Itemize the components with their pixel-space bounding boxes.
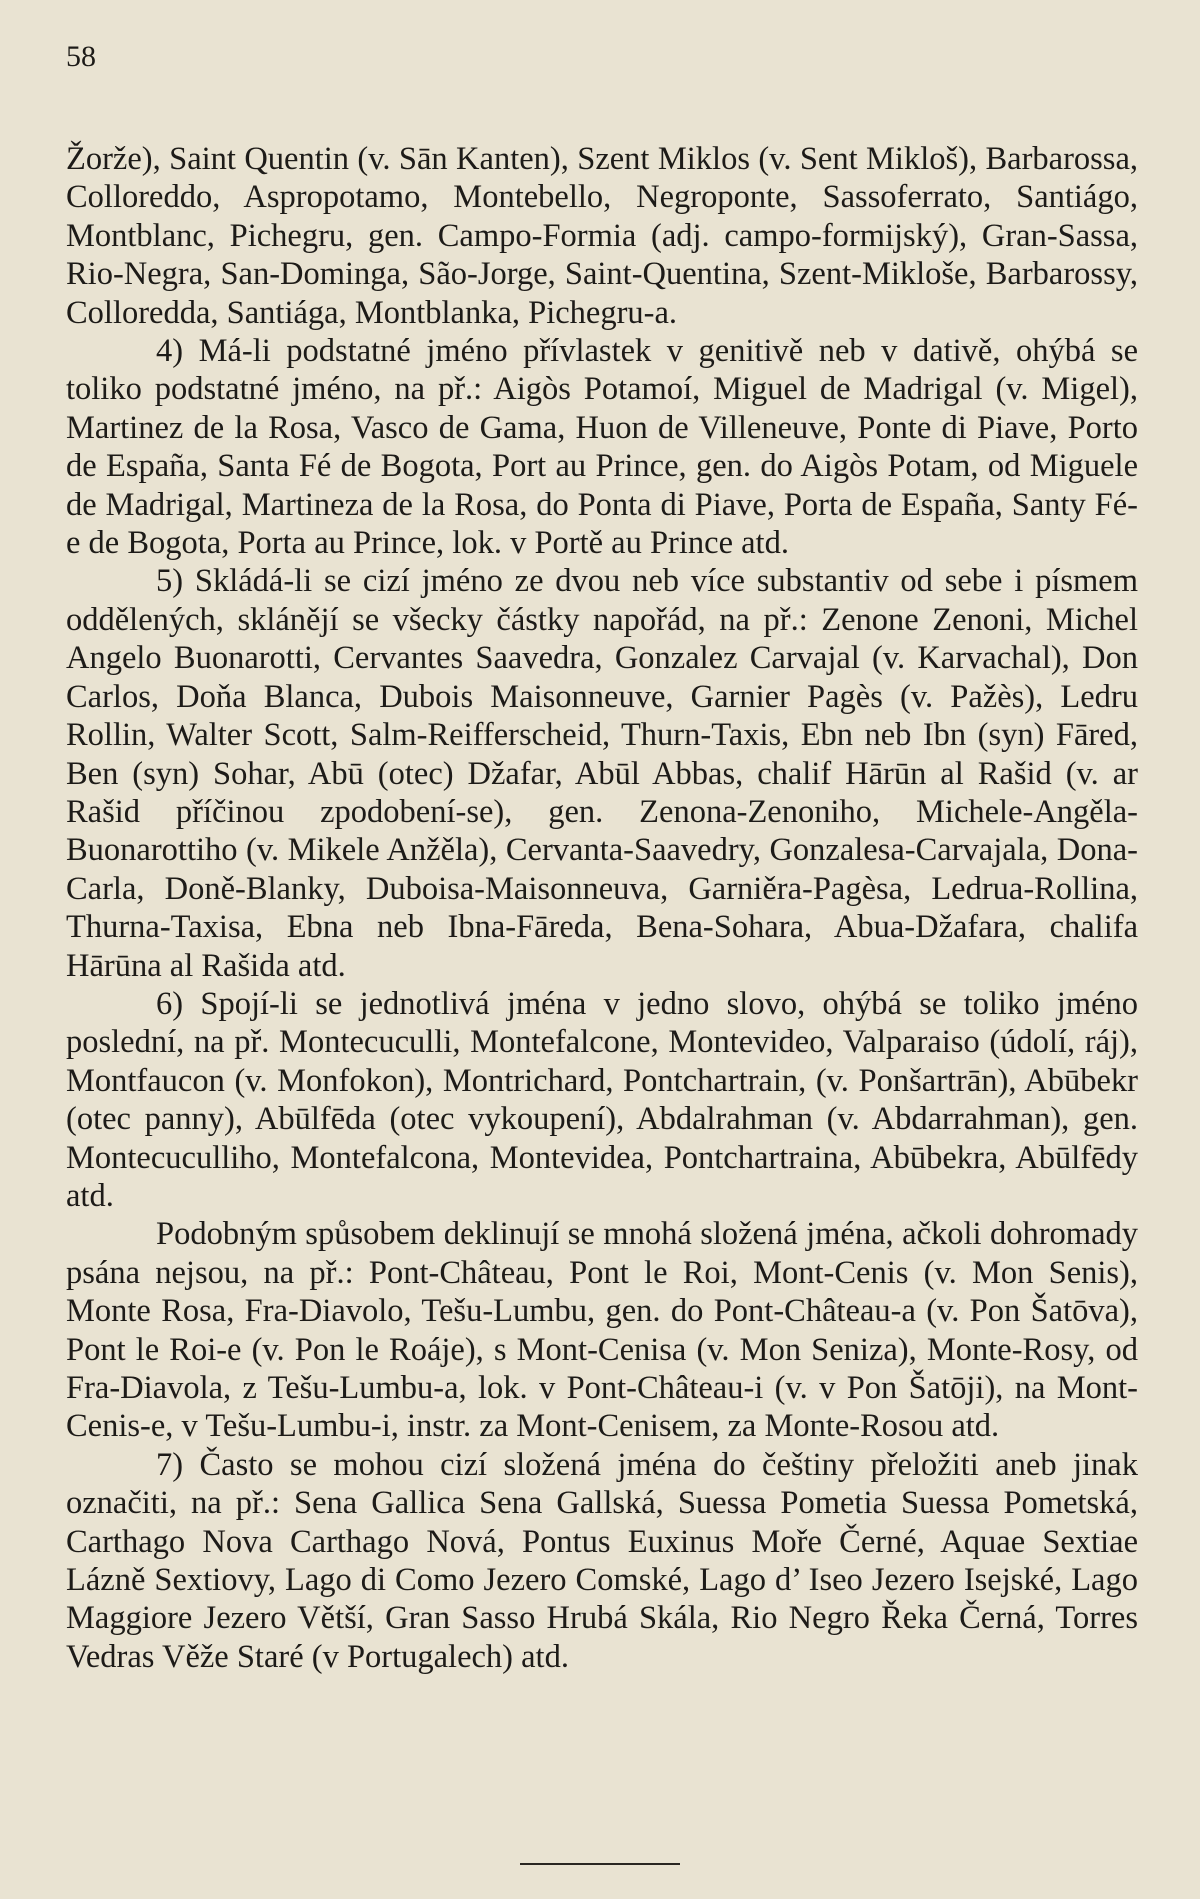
footer-rule	[520, 1863, 680, 1865]
page-number: 58	[66, 40, 96, 73]
paragraph-compound-names: Podobným spůsobem deklinují se mnohá složená jména, ačkoli dohromady psána nejsou, na př.: Pont-Château, Pont le Roi, Mont-Cenis (v. Mon Senis), Monte Rosa, Fra-Diavolo, Tešu-Lumbu, gen. do Pont-Château-a (v. Pon Šatōva), Pont le Roi-e (v. Pon le Roáje), s Mont-Cenisa (v. Mon Seniza), Monte-Rosy, od Fra-Diavola, z Tešu-Lumbu-a, lok. v Pont-Château-i (v. v Pon Šatōji), na Mont-Cenis-e, v Tešu-Lumbu-i, instr. za Mont-Cenisem, za Monte-Rosou atd.	[66, 1216, 1138, 1445]
paragraph-rule-5: 5) Skládá-li se cizí jméno ze dvou neb více substantiv od sebe i písmem oddělených, sklánějí se všecky částky napořád, na př.: Zenone Zenoni, Michel Angelo Buonarotti, Cervantes Saavedra, Gonzalez Carvajal (v. Karvachal), Don Carlos, Doňa Blanca, Dubois Maisonneuve, Garnier Pagès (v. Pažès), Ledru Rollin, Walter Scott, Salm-Reifferscheid, Thurn-Taxis, Ebn neb Ibn (syn) Fāred, Ben (syn) Sohar, Abū (otec) Džafar, Abūl Abbas, chalif Hārūn al Rašid (v. ar Rašid příčinou zpodobení-se), gen. Zenona-Zenoniho, Michele-Angěla-Buonarottiho (v. Mikele Anžěla), Cervanta-Saavedry, Gonzalesa-Carvajala, Dona-Carla, Doně-Blanky, Duboisa-Maisonneuva, Garniěra-Pagèsa, Ledrua-Rollina, Thurna-Taxisa, Ebna neb Ibna-Fāreda, Bena-Sohara, Abua-Džafara, chalifa Hārūna al Rašida atd.	[66, 563, 1138, 984]
paragraph-rule-4: 4) Má-li podstatné jméno přívlastek v genitivě neb v dativě, ohýbá se toliko podstatné jméno, na př.: Aigòs Potamoí, Miguel de Madrigal (v. Migel), Martinez de la Rosa, Vasco de Gama, Huon de Villeneuve, Ponte di Piave, Porto de España, Santa Fé de Bogota, Port au Prince, gen. do Aigòs Potam, od Miguele de Madrigal, Martineza de la Rosa, do Ponta di Piave, Porta de España, Santy Fé-e de Bogota, Porta au Prince, lok. v Portě au Prince atd.	[66, 333, 1138, 562]
body-text	[66, 140, 1138, 1676]
paragraph-continuation: Žorže), Saint Quentin (v. Sān Kanten), Szent Miklos (v. Sent Mikloš), Barbarossa, Colloreddo, Aspropotamo, Montebello, Negroponte, Sassoferrato, Santiágo, Montblanc, Pichegru, gen. Campo-Formia (adj. campo-formijský), Gran-Sassa, Rio-Negra, San-Dominga, São-Jorge, Saint-Quentina, Szent-Mikloše, Barbarossy, Colloredda, Santiága, Montblanka, Pichegru-a.	[66, 141, 1138, 331]
paragraph-rule-7: 7) Často se mohou cizí složená jména do češtiny přeložiti aneb jinak označiti, na př.: Sena Gallica Sena Gallská, Suessa Pometia Suessa Pometská, Carthago Nova Carthago Nová, Pontus Euxinus Moře Černé, Aquae Sextiae Lázně Sextiovy, Lago di Como Jezero Comské, Lago d’ Iseo Jezero Isejské, Lago Maggiore Jezero Větší, Gran Sasso Hrubá Skála, Rio Negro Řeka Černá, Torres Vedras Věže Staré (v Portugalech) atd.	[66, 1446, 1138, 1675]
paragraph-rule-6: 6) Spojí-li se jednotlivá jména v jedno slovo, ohýbá se toliko jméno poslední, na př. Montecuculli, Montefalcone, Montevideo, Valparaiso (údolí, ráj), Montfaucon (v. Monfokon), Montrichard, Pontchartrain, (v. Ponšartrān), Abūbekr (otec panny), Abūlfēda (otec vykoupení), Abdalrahman (v. Abdarrahman), gen. Montecuculliho, Montefalcona, Montevidea, Pontchartraina, Abūbekra, Abūlfēdy atd.	[66, 985, 1138, 1214]
